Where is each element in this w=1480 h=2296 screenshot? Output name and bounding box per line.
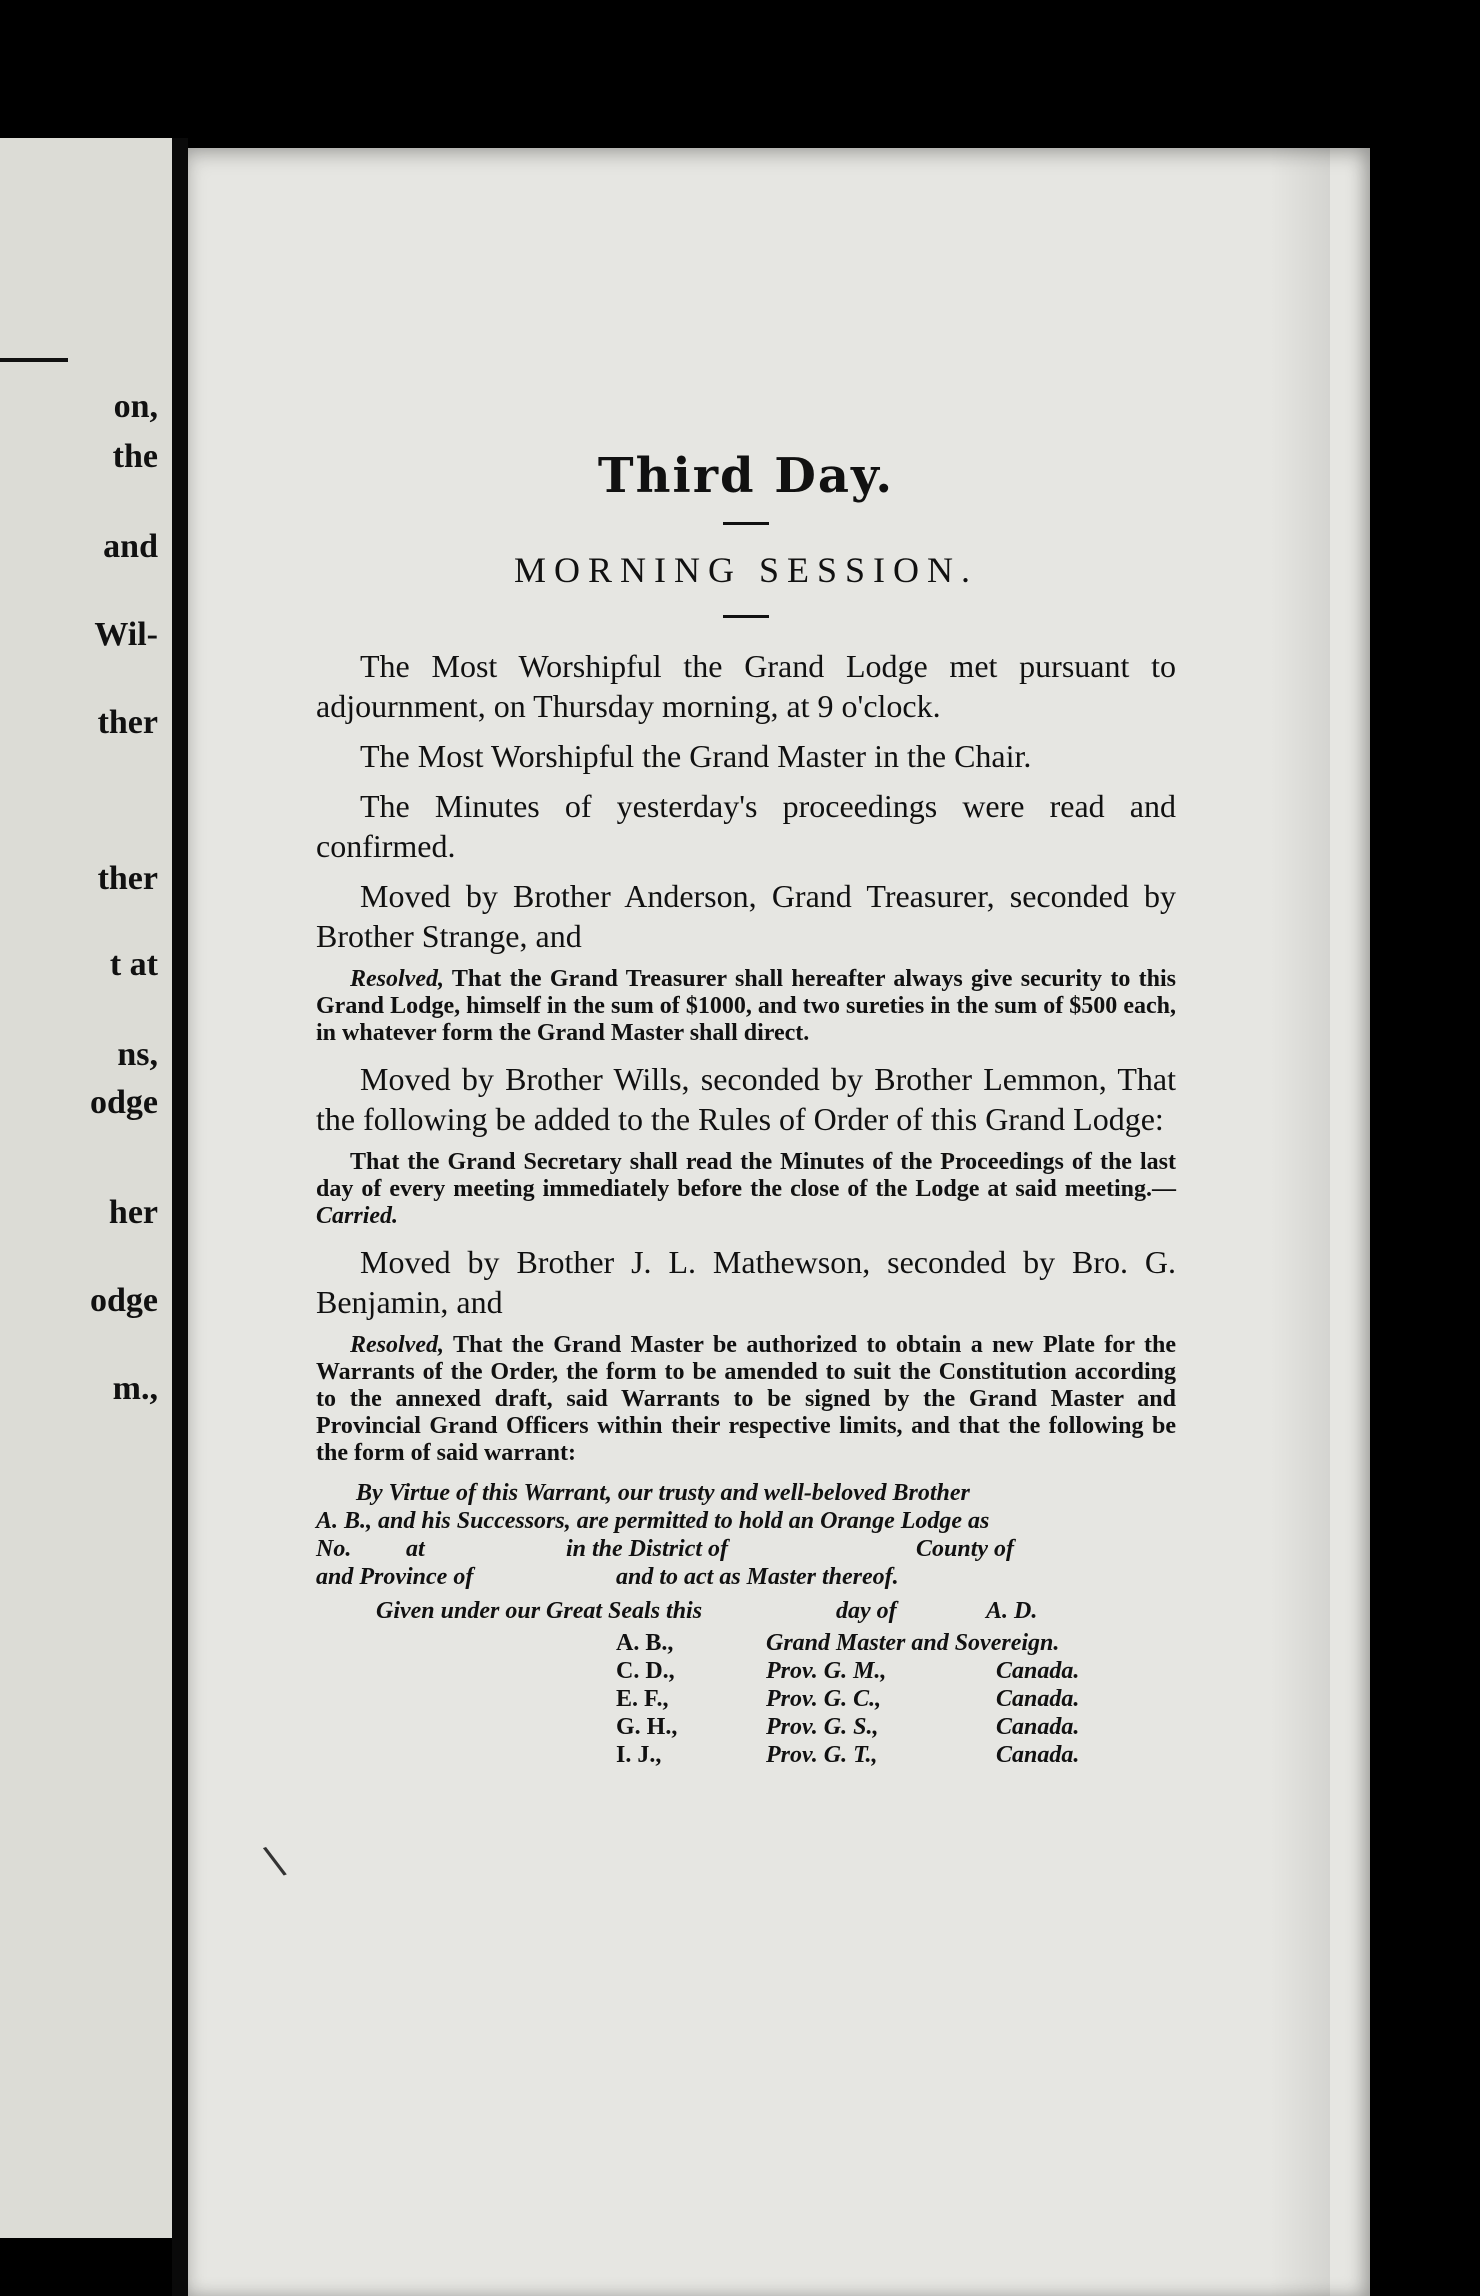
signatory-initials: I. J.,	[616, 1742, 662, 1768]
paragraph: The Most Worshipful the Grand Master in the Chair.	[360, 738, 1032, 774]
rule-of-order	[316, 1149, 1176, 1230]
warrant-text: No.	[316, 1536, 352, 1562]
left-fragment: and	[103, 528, 158, 565]
signatory-row	[616, 1713, 1079, 1741]
signatory-title: Grand Master and Sovereign.	[766, 1630, 1060, 1656]
warrant-text: Given under our Great Seals this	[376, 1598, 703, 1624]
left-fragment: m.,	[112, 1370, 158, 1407]
session-title: MORNING SESSION.	[513, 550, 979, 590]
carried-label: Carried.	[316, 1203, 399, 1229]
resolution-text: That the Grand Treasurer shall hereafter always give security to this Grand Lodge, himself in the sum of $1000, and two sureties in the sum of $500 each, in whatever form the Grand Master shall direct.	[316, 966, 1176, 1046]
right-page	[188, 148, 1370, 2296]
resolved-label: Resolved,	[350, 1332, 444, 1358]
left-fragment: on,	[113, 388, 158, 425]
warrant-text: at	[406, 1536, 425, 1562]
resolution	[316, 1332, 1176, 1467]
left-fragment: odge	[90, 1282, 158, 1319]
signatory-place: Canada.	[996, 1658, 1080, 1684]
pencil-mark: \	[260, 1837, 289, 1885]
left-fragment: ther	[97, 860, 158, 897]
rule-text: That the Grand Secretary shall read the Minutes of the Proceedings of the last day of every meeting immediately before the close of the Lodge at said meeting.—	[316, 1149, 1176, 1202]
paragraph: The Minutes of yesterday's proceedings were read and confirmed.	[316, 788, 1176, 864]
warrant-form	[316, 1479, 1176, 1625]
warrant-text: in the District of	[566, 1536, 729, 1562]
signatory-title: Prov. G. T.,	[766, 1742, 878, 1768]
signatory-place: Canada.	[996, 1742, 1080, 1768]
warrant-text: County of	[916, 1536, 1015, 1562]
resolution	[316, 966, 1176, 1047]
left-fragment: ns,	[117, 1036, 158, 1073]
signatories-table	[616, 1629, 1079, 1769]
warrant-text: A. B., and his Successors, are permitted to hold an Orange Lodge as	[316, 1508, 990, 1534]
warrant-line	[316, 1563, 1176, 1591]
left-fragment: Wil-	[94, 616, 158, 653]
session-rule	[723, 615, 769, 618]
warrant-line	[316, 1597, 1176, 1625]
signatory-place: Canada.	[996, 1686, 1080, 1712]
left-fragment: the	[112, 438, 158, 475]
page-shadow	[1270, 148, 1330, 2296]
signatory-place: Canada.	[996, 1714, 1080, 1740]
left-page-fragment	[0, 138, 172, 2238]
left-page-rule	[0, 358, 68, 362]
signatory-title: Prov. G. C.,	[766, 1686, 882, 1712]
signatory-initials: A. B.,	[616, 1630, 674, 1656]
page-content	[316, 448, 1176, 1769]
left-fragment: t at	[109, 946, 158, 983]
left-fragment: odge	[90, 1084, 158, 1121]
paragraph: Moved by Brother Anderson, Grand Treasurer, seconded by Brother Strange, and	[316, 878, 1176, 954]
resolution-text: That the Grand Master be authorized to obtain a new Plate for the Warrants of the Order, the form to be amended to suit the Constitution according to the annexed draft, said Warrants to be signed by the Grand Master and Provincial Grand Officers within their respective limits, and that the following be the form of said warrant:	[316, 1332, 1176, 1466]
book-binding	[172, 138, 188, 2296]
heading-rule	[723, 522, 769, 525]
warrant-text: day of	[836, 1598, 897, 1624]
warrant-text: and Province of	[316, 1564, 474, 1590]
signatory-row	[616, 1629, 1079, 1657]
signatory-initials: C. D.,	[616, 1658, 675, 1684]
signatory-initials: E. F.,	[616, 1686, 669, 1712]
signatory-row	[616, 1685, 1079, 1713]
signatory-row	[616, 1741, 1079, 1769]
warrant-text: By Virtue of this Warrant, our trusty and well-beloved Brother	[356, 1480, 970, 1506]
paragraph: The Most Worshipful the Grand Lodge met pursuant to adjournment, on Thursday morning, at 9 o'clock.	[316, 648, 1176, 724]
signatory-title: Prov. G. M.,	[766, 1658, 887, 1684]
left-fragment: ther	[97, 704, 158, 741]
warrant-text: A. D.	[986, 1598, 1038, 1624]
paragraph: Moved by Brother Wills, seconded by Brother Lemmon, That the following be added to the Rules of Order of this Grand Lodge:	[316, 1061, 1176, 1137]
warrant-line	[316, 1507, 1176, 1535]
signatory-row	[616, 1657, 1079, 1685]
signatory-title: Prov. G. S.,	[766, 1714, 879, 1740]
paragraph: Moved by Brother J. L. Mathewson, seconded by Bro. G. Benjamin, and	[316, 1244, 1176, 1320]
left-fragment: her	[108, 1194, 158, 1231]
signatory-initials: G. H.,	[616, 1714, 678, 1740]
resolved-label: Resolved,	[350, 966, 444, 992]
warrant-line	[316, 1479, 1176, 1507]
page-heading: Third Day.	[597, 448, 895, 504]
warrant-line	[316, 1535, 1176, 1563]
warrant-text: and to act as Master thereof.	[616, 1564, 899, 1590]
